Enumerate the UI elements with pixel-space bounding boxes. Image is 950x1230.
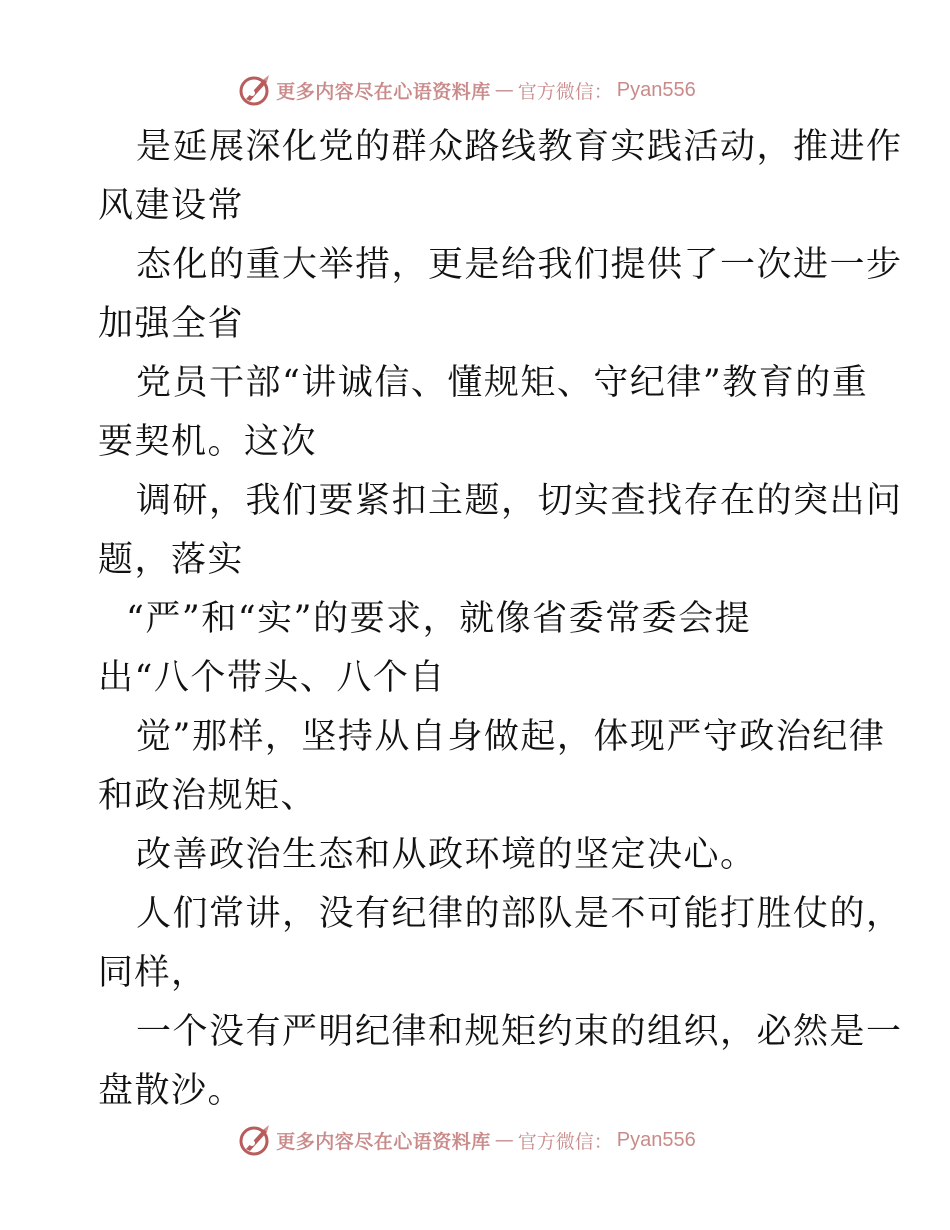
text-line: 要契机。这次 [98, 422, 318, 462]
quill-logo-icon [238, 73, 272, 107]
text-line: 风建设常 [98, 186, 245, 226]
banner-wechat-id: Pyan556 [616, 78, 696, 101]
header-banner-content[interactable] [238, 73, 696, 107]
banner-wechat-label: 官方微信： [517, 1130, 613, 1153]
text-line: 党员干部“讲诚信、懂规矩、守纪律”教育的重 [136, 363, 869, 403]
text-line: 和政治规矩、 [98, 776, 318, 816]
text-line: 出“八个带头、八个自 [98, 658, 446, 698]
text-line: 觉”那样，坚持从自身做起，体现严守政治纪律 [136, 717, 886, 757]
banner-site-text: 更多内容尽在心语资料库 [276, 80, 491, 103]
banner-wechat-label: 官方微信： [517, 80, 613, 103]
document-body [98, 118, 903, 1121]
banner-dash: — [494, 79, 514, 101]
text-line: 是延展深化党的群众路线教育实践活动，推进作 [136, 127, 903, 167]
banner-dash: — [494, 1129, 514, 1151]
text-line: 改善政治生态和从政环境的坚定决心。 [136, 835, 757, 875]
text-line: 态化的重大举措，更是给我们提供了一次进一步 [136, 245, 903, 285]
text-line: 题，落实 [98, 540, 245, 580]
footer-banner [0, 1120, 950, 1160]
header-banner [0, 70, 950, 110]
text-line: 人们常讲，没有纪律的部队是不可能打胜仗的， [136, 894, 903, 934]
banner-site-text: 更多内容尽在心语资料库 [276, 1130, 491, 1153]
quill-logo-icon [238, 1123, 272, 1157]
text-line: “严”和“实”的要求，就像省委常委会提 [126, 599, 752, 639]
text-line: 同样， [98, 953, 208, 993]
footer-banner-content[interactable] [238, 1123, 696, 1157]
text-line: 盘散沙。 [98, 1071, 245, 1111]
banner-wechat-id: Pyan556 [616, 1128, 696, 1151]
text-line: 一个没有严明纪律和规矩约束的组织，必然是一 [136, 1012, 903, 1052]
text-line: 调研，我们要紧扣主题，切实查找存在的突出问 [136, 481, 903, 521]
text-line: 加强全省 [98, 304, 245, 344]
